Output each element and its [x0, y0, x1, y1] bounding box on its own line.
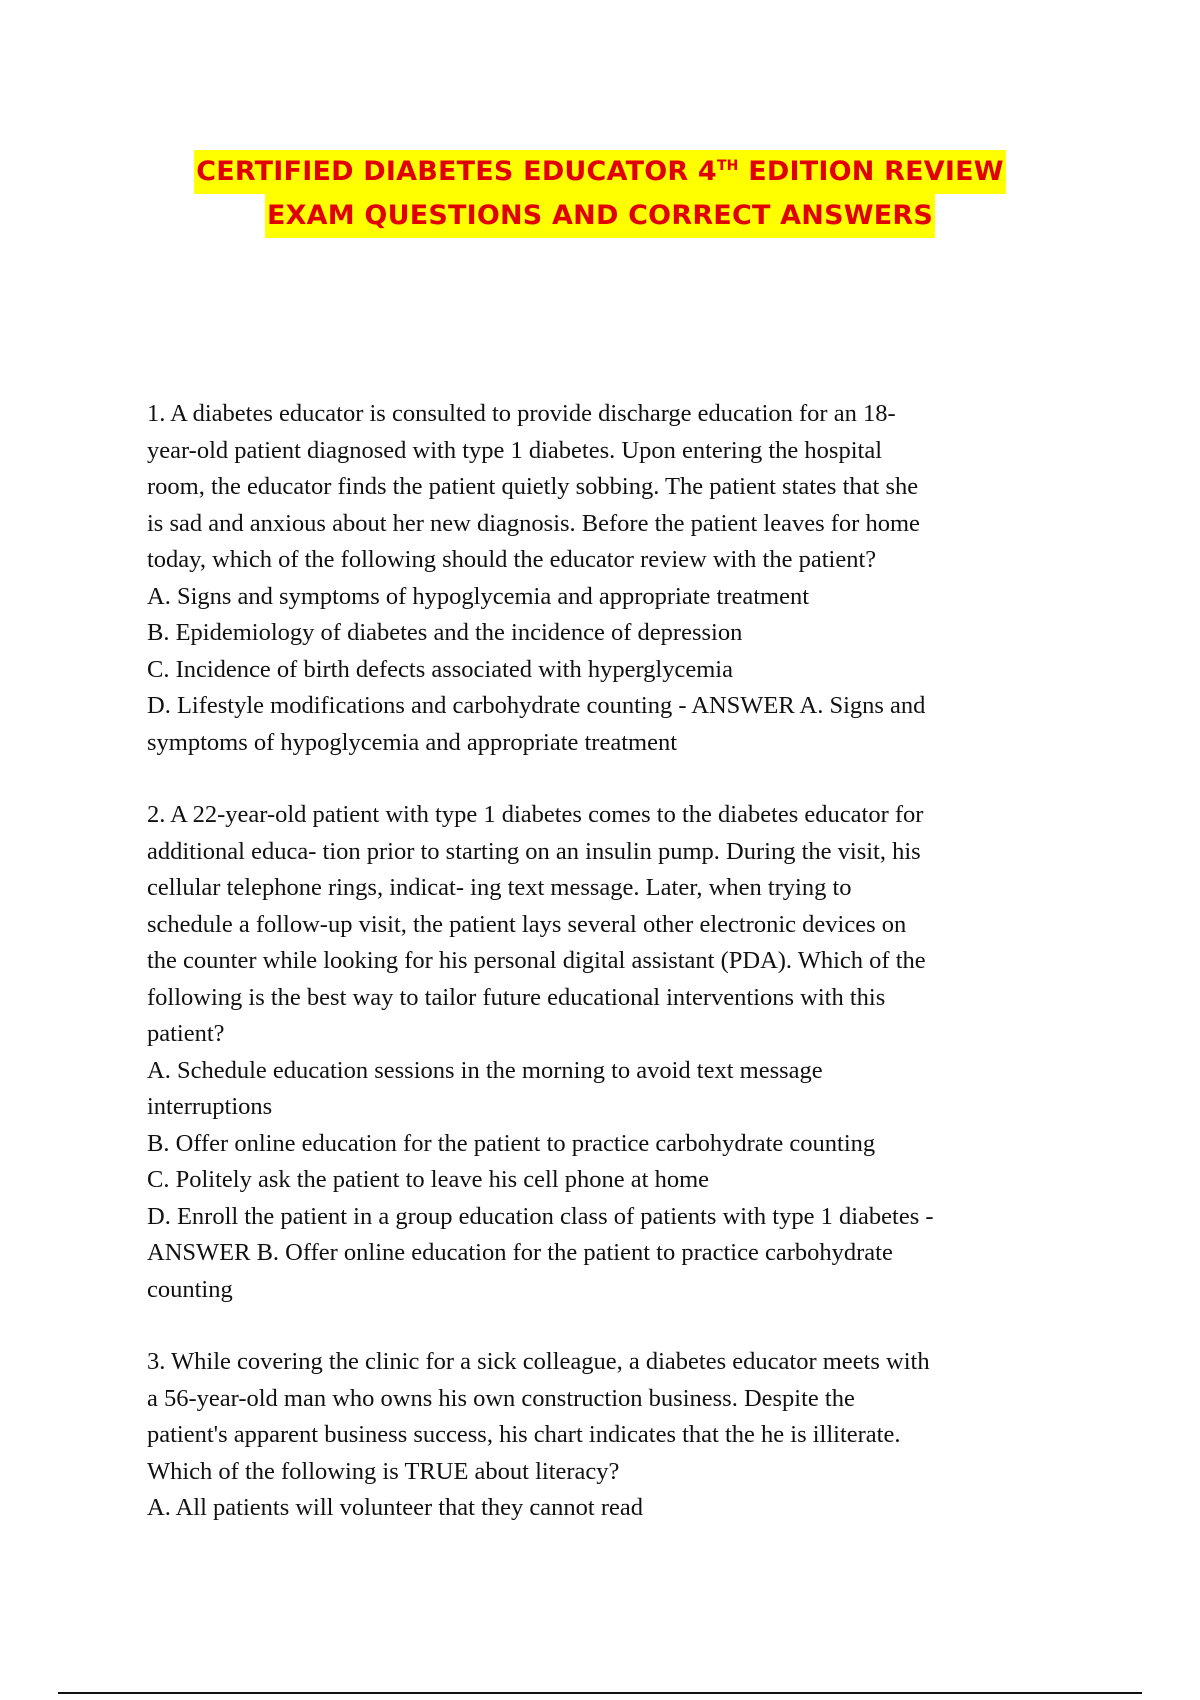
question-2	[147, 797, 1067, 1308]
question-line: additional educa- tion prior to starting on an insulin pump. During the visit, his	[147, 837, 921, 865]
question-line: the counter while looking for his personal digital assistant (PDA). Which of the	[147, 947, 926, 974]
question-3	[147, 1344, 1067, 1527]
question-line: a 56-year-old man who owns his own construction business. Despite the	[147, 1384, 855, 1412]
answer-option-b: B. Offer online education for the patient to practice carbohydrate counting	[147, 1129, 876, 1157]
question-line: is sad and anxious about her new diagnosis. Before the patient leaves for home	[147, 509, 920, 537]
answer-option-a: A. Signs and symptoms of hypoglycemia and appropriate treatment	[147, 582, 810, 610]
title-line-1-suffix-text: EDITION REVIEW	[738, 156, 1004, 187]
answer-option-d: D. Lifestyle modifications and carbohydrate counting - ANSWER A. Signs and	[147, 692, 926, 719]
correct-answer: symptoms of hypoglycemia and appropriate treatment	[147, 728, 678, 756]
question-line: patient?	[147, 1020, 225, 1047]
question-line: 1. A diabetes educator is consulted to provide discharge education for an 18-	[147, 400, 896, 427]
question-line: Which of the following is TRUE about literacy?	[147, 1457, 620, 1485]
title-line-2: EXAM QUESTIONS AND CORRECT ANSWERS	[265, 194, 935, 238]
question-line: cellular telephone rings, indicat- ing text message. Later, when trying to	[147, 874, 852, 901]
answer-option-c: C. Incidence of birth defects associated with hyperglycemia	[147, 655, 733, 683]
question-1	[147, 396, 1067, 761]
title-ordinal-suffix: TH	[716, 158, 739, 174]
answer-option-b: B. Epidemiology of diabetes and the incidence of depression	[147, 619, 743, 646]
question-line: 3. While covering the clinic for a sick colleague, a diabetes educator meets with	[147, 1348, 930, 1375]
question-line: today, which of the following should the educator review with the patient?	[147, 546, 877, 573]
correct-answer: ANSWER B. Offer online education for the patient to practice carbohydrate	[147, 1239, 893, 1266]
document-title	[0, 150, 1200, 238]
title-line-1	[194, 150, 1005, 194]
answer-option-d: D. Enroll the patient in a group education class of patients with type 1 diabetes -	[147, 1202, 934, 1230]
answer-option-a-continued: interruptions	[147, 1093, 273, 1120]
footer-divider	[58, 1692, 1142, 1694]
question-line: patient's apparent business success, his chart indicates that the he is illiterate.	[147, 1421, 901, 1448]
answer-option-c: C. Politely ask the patient to leave his cell phone at home	[147, 1166, 710, 1193]
question-list	[147, 396, 1067, 1563]
question-line: 2. A 22-year-old patient with type 1 diabetes comes to the diabetes educator for	[147, 801, 924, 828]
answer-option-a: A. All patients will volunteer that they cannot read	[147, 1494, 643, 1521]
question-line: year-old patient diagnosed with type 1 diabetes. Upon entering the hospital	[147, 436, 882, 464]
question-line: following is the best way to tailor future educational interventions with this	[147, 983, 886, 1011]
question-line: room, the educator finds the patient quietly sobbing. The patient states that she	[147, 473, 919, 500]
correct-answer-continued: counting	[147, 1275, 233, 1303]
answer-option-a: A. Schedule education sessions in the morning to avoid text message	[147, 1056, 823, 1084]
title-line-1-text: CERTIFIED DIABETES EDUCATOR 4	[196, 156, 717, 187]
question-line: schedule a follow-up visit, the patient lays several other electronic devices on	[147, 910, 907, 938]
